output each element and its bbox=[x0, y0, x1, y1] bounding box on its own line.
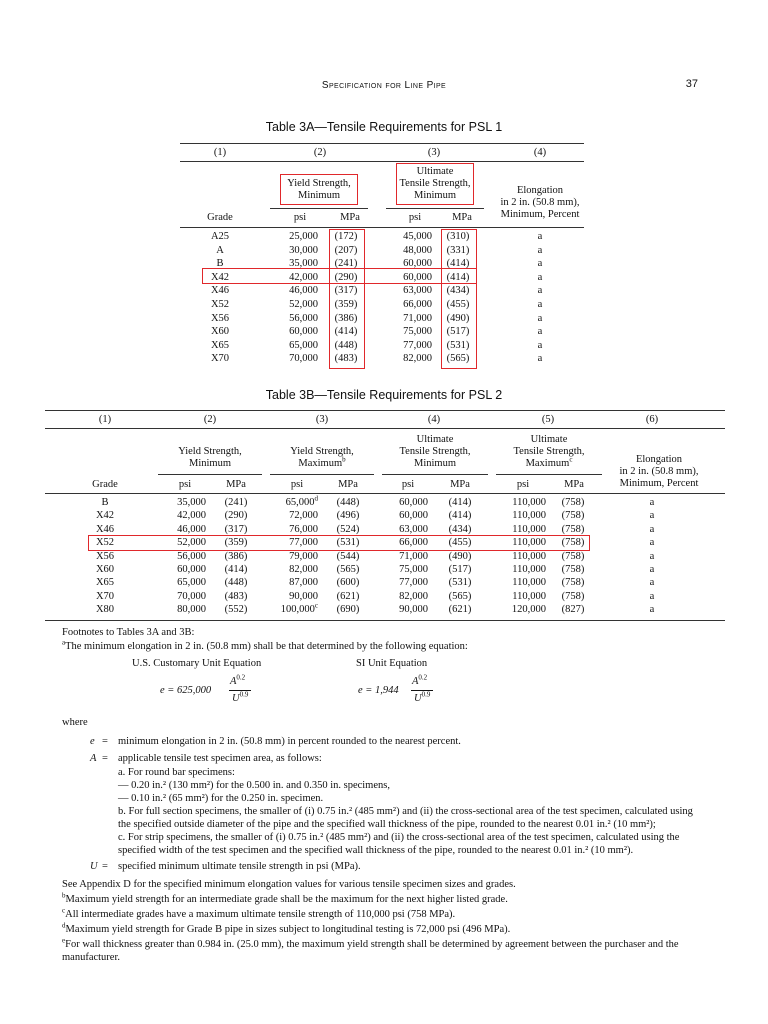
col-number: (2) bbox=[203, 414, 217, 425]
uts-min-psi-cell: 90,000 bbox=[399, 604, 428, 616]
yield-psi-cell: 46,000 bbox=[289, 285, 318, 297]
grade-cell: B bbox=[101, 497, 109, 508]
uts-min-psi-cell: 66,000 bbox=[399, 537, 428, 549]
uts-min-mpa-cell: (517) bbox=[448, 564, 472, 575]
yield-mpa-cell: (386) bbox=[334, 312, 358, 324]
yield-psi-cell: 70,000 bbox=[289, 353, 318, 365]
uts-psi-cell: 77,000 bbox=[403, 339, 432, 351]
uts-max-mpa-cell: (827) bbox=[561, 604, 585, 616]
si-equation-denominator: $U^{0.9}$ bbox=[414, 690, 431, 704]
yield-max-mpa-cell: (448) bbox=[336, 497, 360, 508]
col-number: (6) bbox=[645, 414, 659, 425]
uts-mpa-cell: (490) bbox=[446, 312, 470, 324]
var-e-definition: minimum elongation in 2 in. (50.8 mm) in percent rounded to the nearest percent. bbox=[118, 736, 461, 747]
uts-min-mpa-cell: (490) bbox=[448, 550, 472, 562]
footnote-b: $^b$Maximum yield strength for an intermediate grade shall be the maximum for the next higher listed grade. bbox=[62, 891, 508, 905]
specimen-item-a-dash1: — 0.20 in.² (130 mm²) for the 0.500 in. and 0.350 in. specimens, bbox=[118, 780, 390, 791]
yield-psi-cell: 30,000 bbox=[289, 244, 318, 256]
table-row bbox=[0, 563, 768, 576]
table-3b-body-rule bbox=[45, 493, 725, 494]
table-3b-bottom-rule bbox=[45, 620, 725, 621]
table-row bbox=[0, 603, 768, 616]
yield-min-mpa-cell: (317) bbox=[224, 523, 248, 535]
col-number: (2) bbox=[313, 147, 327, 158]
uts-psi-cell: 48,000 bbox=[403, 244, 432, 256]
uts-psi-cell: 71,000 bbox=[403, 312, 432, 324]
grade-header: Grade bbox=[92, 479, 118, 490]
yield-mpa-cell: (359) bbox=[334, 299, 358, 310]
footnote-d: $^d$Maximum yield strength for Grade B pipe in sizes subject to longitudinal testing is 72,000 psi (496 MPa). bbox=[62, 921, 511, 935]
elongation-cell: a bbox=[649, 497, 655, 508]
table-3b-uts-max-header: Ultimate Tensile Strength, Maximum$^c$ bbox=[513, 434, 585, 469]
var-U-symbol: U bbox=[90, 861, 98, 872]
yield-max-mpa-cell: (531) bbox=[336, 537, 360, 549]
elongation-cell: a bbox=[649, 550, 655, 562]
uts-max-psi-cell: 120,000 bbox=[511, 604, 546, 616]
table-3b-yield-min-header: Yield Strength, Minimum bbox=[178, 446, 242, 469]
elongation-cell: a bbox=[537, 231, 543, 242]
uts-min-mpa-cell: (414) bbox=[448, 510, 472, 522]
unit-psi: psi bbox=[408, 212, 422, 223]
table-3b-col-numbers bbox=[0, 413, 768, 426]
grade-cell: X42 bbox=[210, 271, 230, 283]
yield-psi-cell: 42,000 bbox=[289, 271, 318, 283]
uts-min-mpa-cell: (531) bbox=[448, 577, 472, 589]
table-row bbox=[0, 509, 768, 522]
uts-max-mpa-cell: (758) bbox=[561, 550, 585, 562]
uts-max-mpa-cell: (758) bbox=[561, 497, 585, 508]
col-number: (3) bbox=[427, 147, 441, 158]
yield-min-psi-cell: 70,000 bbox=[177, 590, 206, 602]
table-3a-top-rule bbox=[180, 143, 584, 144]
col-number: (1) bbox=[98, 414, 112, 425]
uts-max-psi-cell: 110,000 bbox=[512, 537, 546, 549]
appendix-note: See Appendix D for the specified minimum elongation values for various tensile specimen sizes and grades. bbox=[62, 879, 516, 890]
specimen-item-a-dash2: — 0.10 in.² (65 mm²) for the 0.250 in. specimen. bbox=[118, 793, 324, 804]
yield-max-psi-cell: 100,000$^c$ bbox=[280, 601, 318, 616]
yield-psi-cell: 35,000 bbox=[289, 258, 318, 270]
uts-mpa-cell: (331) bbox=[446, 244, 470, 256]
uts-max-psi-cell: 110,000 bbox=[512, 590, 546, 602]
table-row bbox=[0, 352, 768, 365]
footnote-e: $^e$For wall thickness greater than 0.984 in. (25.0 mm), the maximum yield strength shall be determined by agreement between the purchaser and the manufacturer. bbox=[62, 936, 679, 963]
uts-min-mpa-cell: (434) bbox=[448, 523, 472, 535]
uts-mpa-cell: (414) bbox=[446, 258, 470, 270]
unit-mpa: MPa bbox=[450, 479, 470, 490]
table-3b-yield-max-header: Yield Strength, Maximum$^b$ bbox=[290, 446, 354, 469]
var-U-equals: = bbox=[102, 861, 108, 872]
uts-psi-cell: 60,000 bbox=[403, 271, 432, 283]
footnote-c: $^c$All intermediate grades have a maximum ultimate tensile strength of 110,000 psi (758 MPa). bbox=[62, 906, 456, 920]
uts-max-mpa-cell: (758) bbox=[561, 523, 585, 535]
yield-min-psi-cell: 52,000 bbox=[177, 537, 206, 549]
var-A-definition: applicable tensile test specimen area, as follows: bbox=[118, 753, 322, 764]
unit-mpa: MPa bbox=[340, 212, 360, 223]
yield-max-psi-cell: 77,000 bbox=[289, 537, 318, 549]
grade-cell: X56 bbox=[95, 550, 115, 562]
yield-min-psi-cell: 80,000 bbox=[177, 604, 206, 616]
si-equation-label: SI Unit Equation bbox=[356, 658, 428, 669]
uts-min-psi-cell: 71,000 bbox=[399, 550, 428, 562]
where-label: where bbox=[62, 717, 88, 728]
page-number: 37 bbox=[685, 78, 698, 90]
table-row bbox=[0, 339, 768, 352]
unit-mpa: MPa bbox=[226, 479, 246, 490]
uts-psi-cell: 82,000 bbox=[403, 353, 432, 365]
uts-mpa-cell: (310) bbox=[446, 231, 470, 242]
table-3b-title: Table 3B—Tensile Requirements for PSL 2 bbox=[265, 388, 503, 402]
yield-min-mpa-cell: (448) bbox=[224, 577, 248, 589]
unit-psi: psi bbox=[516, 479, 530, 490]
uts-max-mpa-cell: (758) bbox=[561, 577, 585, 589]
var-A-symbol: A bbox=[90, 753, 97, 764]
table-3a-title: Table 3A—Tensile Requirements for PSL 1 bbox=[265, 120, 503, 134]
elongation-cell: a bbox=[649, 577, 655, 589]
specimen-item-c: c. For strip specimens, the smaller of (i) 0.75 in.² (485 mm²) and (ii) the cross-sectional area of the test specimen, calculated using the specified width of the test specimen and the specified wall thickness of the pipe, rounded to the nearest 0.01 in.² (10 mm²). bbox=[118, 832, 680, 856]
table-row bbox=[0, 590, 768, 603]
table-row bbox=[0, 523, 768, 536]
yield-max-psi-cell: 76,000 bbox=[289, 523, 318, 535]
yield-mpa-cell: (290) bbox=[334, 271, 358, 283]
uts-psi-cell: 45,000 bbox=[403, 231, 432, 242]
elongation-cell: a bbox=[649, 564, 655, 575]
elongation-cell: a bbox=[649, 523, 655, 535]
yield-min-psi-cell: 56,000 bbox=[177, 550, 206, 562]
us-equation-denominator: $U^{0.9}$ bbox=[232, 690, 249, 704]
uts-mpa-cell: (565) bbox=[446, 353, 470, 365]
table-3b-yield-max-underline bbox=[270, 474, 374, 475]
yield-min-psi-cell: 65,000 bbox=[177, 577, 206, 589]
table-3a-elongation-header: Elongation in 2 in. (50.8 mm), Minimum, Percent bbox=[500, 185, 580, 220]
table-3b-uts-min-underline bbox=[382, 474, 488, 475]
yield-max-psi-cell: 65,000$^d$ bbox=[285, 494, 318, 508]
grade-cell: X56 bbox=[210, 312, 230, 324]
elongation-cell: a bbox=[537, 312, 543, 324]
elongation-cell: a bbox=[537, 326, 543, 338]
unit-psi: psi bbox=[178, 479, 192, 490]
grade-cell: X46 bbox=[210, 285, 230, 297]
unit-mpa: MPa bbox=[452, 212, 472, 223]
unit-psi: psi bbox=[401, 479, 415, 490]
table-row bbox=[0, 550, 768, 563]
grade-cell: X70 bbox=[95, 590, 115, 602]
uts-max-mpa-cell: (758) bbox=[561, 510, 585, 522]
yield-min-mpa-cell: (414) bbox=[224, 564, 248, 575]
table-3b-units-row bbox=[0, 478, 768, 491]
uts-max-psi-cell: 110,000 bbox=[512, 523, 546, 535]
uts-mpa-cell: (455) bbox=[446, 299, 470, 310]
elongation-cell: a bbox=[537, 285, 543, 297]
table-row bbox=[0, 576, 768, 589]
us-equation-label: U.S. Customary Unit Equation bbox=[132, 658, 262, 669]
uts-min-psi-cell: 82,000 bbox=[399, 590, 428, 602]
uts-mpa-cell: (517) bbox=[446, 326, 470, 338]
si-equation-lhs: e = 1,944 bbox=[358, 685, 399, 696]
yield-mpa-cell: (317) bbox=[334, 285, 358, 297]
table-row bbox=[0, 244, 768, 257]
yield-mpa-cell: (207) bbox=[334, 244, 358, 256]
yield-max-mpa-cell: (544) bbox=[336, 550, 360, 562]
var-e-symbol: e bbox=[90, 736, 95, 747]
yield-min-psi-cell: 35,000 bbox=[177, 497, 206, 508]
uts-min-mpa-cell: (414) bbox=[448, 497, 472, 508]
table-row bbox=[0, 271, 768, 284]
footnote-a: $^a$The minimum elongation in 2 in. (50.8 mm) shall be that determined by the following equation: bbox=[62, 638, 468, 652]
grade-cell: B bbox=[216, 258, 224, 270]
table-3a-uts-header: Ultimate Tensile Strength, Minimum bbox=[399, 166, 471, 201]
table-3b-yield-min-underline bbox=[158, 474, 262, 475]
elongation-cell: a bbox=[537, 244, 543, 256]
elongation-cell: a bbox=[537, 258, 543, 270]
table-row bbox=[0, 298, 768, 311]
yield-max-psi-cell: 72,000 bbox=[289, 510, 318, 522]
grade-cell: X52 bbox=[210, 299, 230, 310]
elongation-cell: a bbox=[649, 510, 655, 522]
yield-mpa-cell: (172) bbox=[334, 231, 358, 242]
elongation-cell: a bbox=[537, 339, 543, 351]
unit-psi: psi bbox=[290, 479, 304, 490]
yield-min-mpa-cell: (241) bbox=[224, 497, 248, 508]
table-3a-units-row bbox=[0, 211, 768, 224]
elongation-cell: a bbox=[649, 590, 655, 602]
table-3b-uts-max-underline bbox=[496, 474, 602, 475]
var-A-equals: = bbox=[102, 753, 108, 764]
grade-cell: A25 bbox=[210, 231, 230, 242]
uts-max-psi-cell: 110,000 bbox=[512, 550, 546, 562]
uts-psi-cell: 66,000 bbox=[403, 299, 432, 310]
table-row bbox=[0, 536, 768, 549]
table-3a-header-rule bbox=[180, 161, 584, 162]
unit-psi: psi bbox=[293, 212, 307, 223]
uts-psi-cell: 63,000 bbox=[403, 285, 432, 297]
yield-psi-cell: 60,000 bbox=[289, 326, 318, 338]
us-equation-numerator: $A^{0.2}$ bbox=[230, 673, 246, 687]
table-row bbox=[0, 230, 768, 243]
col-number: (1) bbox=[213, 147, 227, 158]
table-3b-top-rule bbox=[45, 410, 725, 411]
uts-max-psi-cell: 110,000 bbox=[512, 497, 546, 508]
uts-min-mpa-cell: (565) bbox=[448, 590, 472, 602]
yield-min-psi-cell: 42,000 bbox=[177, 510, 206, 522]
uts-min-psi-cell: 77,000 bbox=[399, 577, 428, 589]
yield-max-psi-cell: 79,000 bbox=[289, 550, 318, 562]
table-row bbox=[0, 496, 768, 509]
grade-cell: X52 bbox=[95, 537, 115, 549]
uts-max-psi-cell: 110,000 bbox=[512, 510, 546, 522]
yield-min-psi-cell: 46,000 bbox=[177, 523, 206, 535]
grade-header: Grade bbox=[207, 212, 233, 223]
uts-mpa-cell: (414) bbox=[446, 271, 470, 283]
unit-mpa: MPa bbox=[338, 479, 358, 490]
uts-psi-cell: 60,000 bbox=[403, 258, 432, 270]
specimen-item-a: a. For round bar specimens: bbox=[118, 767, 235, 778]
table-3a-yield-header: Yield Strength, Minimum bbox=[287, 178, 351, 201]
col-number: (4) bbox=[427, 414, 441, 425]
yield-max-mpa-cell: (690) bbox=[336, 604, 360, 616]
yield-mpa-cell: (483) bbox=[334, 353, 358, 365]
yield-psi-cell: 65,000 bbox=[289, 339, 318, 351]
grade-cell: X42 bbox=[95, 510, 115, 522]
uts-max-mpa-cell: (758) bbox=[561, 537, 585, 549]
yield-mpa-cell: (448) bbox=[334, 339, 358, 351]
yield-max-mpa-cell: (524) bbox=[336, 523, 360, 535]
grade-cell: X60 bbox=[95, 564, 115, 575]
table-row bbox=[0, 257, 768, 270]
table-3a-yield-underline bbox=[270, 208, 368, 209]
yield-max-psi-cell: 87,000 bbox=[289, 577, 318, 589]
grade-cell: X65 bbox=[210, 339, 230, 351]
yield-min-mpa-cell: (552) bbox=[224, 604, 248, 616]
table-row bbox=[0, 325, 768, 338]
elongation-cell: a bbox=[537, 353, 543, 365]
running-header-title: Specification for Line Pipe bbox=[321, 80, 447, 91]
col-number: (4) bbox=[533, 147, 547, 158]
yield-max-mpa-cell: (496) bbox=[336, 510, 360, 522]
yield-min-mpa-cell: (386) bbox=[224, 550, 248, 562]
grade-cell: X60 bbox=[210, 326, 230, 338]
yield-mpa-cell: (414) bbox=[334, 326, 358, 338]
elongation-cell: a bbox=[537, 299, 543, 310]
grade-cell: X46 bbox=[95, 523, 115, 535]
grade-cell: X65 bbox=[95, 577, 115, 589]
uts-min-psi-cell: 60,000 bbox=[399, 510, 428, 522]
table-row bbox=[0, 284, 768, 297]
si-equation-numerator: $A^{0.2}$ bbox=[412, 673, 428, 687]
uts-psi-cell: 75,000 bbox=[403, 326, 432, 338]
grade-cell: A bbox=[216, 244, 224, 256]
unit-mpa: MPa bbox=[564, 479, 584, 490]
yield-max-mpa-cell: (565) bbox=[336, 564, 360, 575]
yield-max-mpa-cell: (600) bbox=[336, 577, 360, 589]
yield-max-psi-cell: 82,000 bbox=[289, 564, 318, 575]
yield-max-mpa-cell: (621) bbox=[336, 590, 360, 602]
uts-mpa-cell: (531) bbox=[446, 339, 470, 351]
uts-min-mpa-cell: (455) bbox=[448, 537, 472, 549]
us-equation-lhs: e = 625,000 bbox=[160, 685, 212, 696]
yield-min-mpa-cell: (290) bbox=[224, 510, 248, 522]
uts-min-psi-cell: 60,000 bbox=[399, 497, 428, 508]
col-number: (3) bbox=[315, 414, 329, 425]
uts-min-psi-cell: 63,000 bbox=[399, 523, 428, 535]
uts-min-psi-cell: 75,000 bbox=[399, 564, 428, 575]
var-U-definition: specified minimum ultimate tensile strength in psi (MPa). bbox=[118, 861, 361, 872]
uts-max-psi-cell: 110,000 bbox=[512, 577, 546, 589]
table-3a-body-rule bbox=[180, 227, 584, 228]
elongation-cell: a bbox=[649, 537, 655, 549]
grade-cell: X80 bbox=[95, 604, 115, 616]
yield-psi-cell: 56,000 bbox=[289, 312, 318, 324]
uts-min-mpa-cell: (621) bbox=[448, 604, 472, 616]
specimen-item-b: b. For full section specimens, the smaller of (i) 0.75 in.² (485 mm²) and (ii) the cross-sectional area of the test specimen, calculated using the specified outside diameter of the pipe and the specified wall thickness of the pipe, rounded to the nearest 0.01 in.² (10 mm²); bbox=[118, 806, 693, 830]
uts-max-mpa-cell: (758) bbox=[561, 590, 585, 602]
yield-max-psi-cell: 90,000 bbox=[289, 590, 318, 602]
elongation-cell: a bbox=[649, 604, 655, 616]
table-3a-uts-underline bbox=[386, 208, 484, 209]
uts-max-psi-cell: 110,000 bbox=[512, 564, 546, 575]
footnotes-heading: Footnotes to Tables 3A and 3B: bbox=[62, 627, 195, 638]
table-3b-header-rule bbox=[45, 428, 725, 429]
grade-cell: X70 bbox=[210, 353, 230, 365]
yield-psi-cell: 52,000 bbox=[289, 299, 318, 310]
uts-mpa-cell: (434) bbox=[446, 285, 470, 297]
table-3b-elongation-header: Elongation in 2 in. (50.8 mm), Minimum, Percent bbox=[619, 454, 699, 489]
yield-min-mpa-cell: (359) bbox=[224, 537, 248, 549]
yield-min-psi-cell: 60,000 bbox=[177, 564, 206, 575]
uts-max-mpa-cell: (758) bbox=[561, 564, 585, 575]
yield-min-mpa-cell: (483) bbox=[224, 590, 248, 602]
elongation-cell: a bbox=[537, 271, 543, 283]
var-e-equals: = bbox=[102, 736, 108, 747]
table-3a-col-numbers bbox=[0, 146, 768, 159]
table-3b-uts-min-header: Ultimate Tensile Strength, Minimum bbox=[399, 434, 471, 469]
col-number: (5) bbox=[541, 414, 555, 425]
table-row bbox=[0, 312, 768, 325]
yield-psi-cell: 25,000 bbox=[289, 231, 318, 242]
yield-mpa-cell: (241) bbox=[334, 258, 358, 270]
